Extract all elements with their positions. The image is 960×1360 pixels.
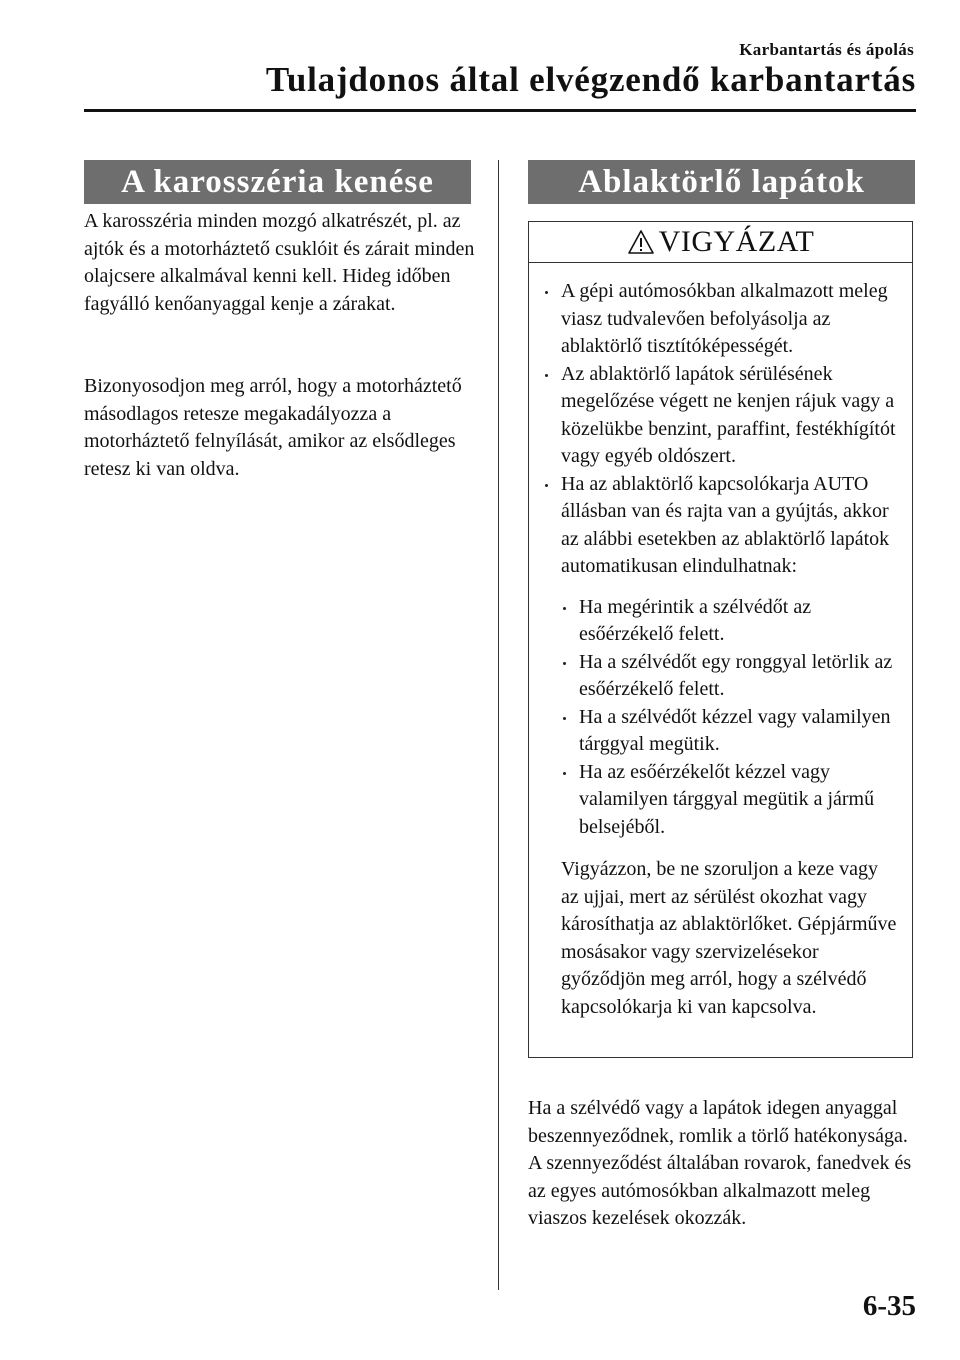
running-header-chapter: Karbantartás és ápolás — [739, 40, 914, 59]
body-lubrication-paragraph-1: A karosszéria minden mozgó alkatrészét, pl. az ajtók és a motorháztető csuklóit és zárait minden olajcsere alkalmával kenni kell. Hideg időben fagyálló kenőanyaggal kenje a zárakat. — [84, 210, 475, 315]
wiper-contamination-paragraph: Ha a szélvédő vagy a lapátok idegen anyaggal beszennyeződnek, romlik a törlő hatékonysága. A szennyeződést általában rovarok, fanedvek és az egyes autómosókban alkalmazott meleg viaszos kezelések okozzák. — [528, 1097, 912, 1229]
section-heading-wiper-blades: Ablaktörlő lapátok — [528, 160, 915, 204]
caution-sub-bullet — [561, 594, 898, 649]
bullet-dot — [563, 662, 566, 665]
bullet-dot — [545, 484, 548, 487]
bullet-dot — [563, 717, 566, 720]
header-rule — [84, 109, 916, 112]
column-divider — [498, 160, 499, 1290]
bullet-dot — [545, 374, 548, 377]
bullet-dot — [563, 772, 566, 775]
caution-body — [529, 263, 912, 1021]
caution-bullet-text: Ha az ablaktörlő kapcsolókarja AUTO állásban van és rajta van a gyújtás, akkor az alábbi esetekben az ablaktörlő lapátok automatikusan elindulhatnak: — [561, 472, 890, 577]
running-header-title: Tulajdonos által elvégzendő karbantartás — [265, 60, 916, 99]
caution-sub-list — [543, 594, 898, 842]
section-heading-body-lubrication: A karosszéria kenése — [84, 160, 471, 204]
caution-header — [529, 222, 912, 263]
caution-box — [528, 221, 913, 1058]
caution-title: VIGYÁZAT — [658, 225, 815, 258]
body-lubrication-paragraph-2: Bizonyosodjon meg arról, hogy a motorháztető másodlagos retesze megakadályozza a motorháztető felnyílását, amikor az elsődleges retesz ki van oldva. — [84, 375, 462, 480]
warning-triangle-icon — [627, 229, 655, 255]
caution-bullet-text: Az ablaktörlő lapátok sérülésének megelőzése végett ne kenjen rájuk vagy a közelükbe benzint, paraffint, festékhígítót vagy egyéb oldószert. — [561, 362, 896, 467]
caution-sub-bullet-text: Ha az esőérzékelőt kézzel vagy valamilyen tárggyal megütik a jármű belsejéből. — [579, 760, 875, 838]
caution-bullet-text: A gépi autómosókban alkalmazott meleg viasz tudvalevően befolyásolja az ablaktörlő tisztítóképességét. — [561, 280, 888, 357]
caution-sub-bullet-text: Ha megérintik a szélvédőt az esőérzékelő felett. — [579, 595, 812, 645]
caution-bullet — [543, 471, 898, 581]
caution-sub-bullet — [561, 759, 898, 842]
caution-note: Vigyázzon, be ne szoruljon a keze vagy az ujjai, mert az sérülést okozhat vagy károsíthatja az ablaktörlőket. Gépjárműve mosásakor vagy szervizelésekor győződjön meg arról, hogy a szélvédő kapcsolókarja ki van kapcsolva. — [561, 858, 897, 1018]
caution-bullet — [543, 278, 898, 361]
page-number: 6-35 — [862, 1290, 916, 1322]
caution-sub-bullet — [561, 649, 898, 704]
bullet-dot — [563, 607, 566, 610]
bullet-dot — [545, 291, 548, 294]
caution-sub-bullet — [561, 704, 898, 759]
caution-sub-bullet-text: Ha a szélvédőt egy ronggyal letörlik az esőérzékelő felett. — [579, 650, 893, 700]
caution-sub-bullet-text: Ha a szélvédőt kézzel vagy valamilyen tárggyal megütik. — [579, 705, 891, 755]
caution-bullet — [543, 361, 898, 471]
